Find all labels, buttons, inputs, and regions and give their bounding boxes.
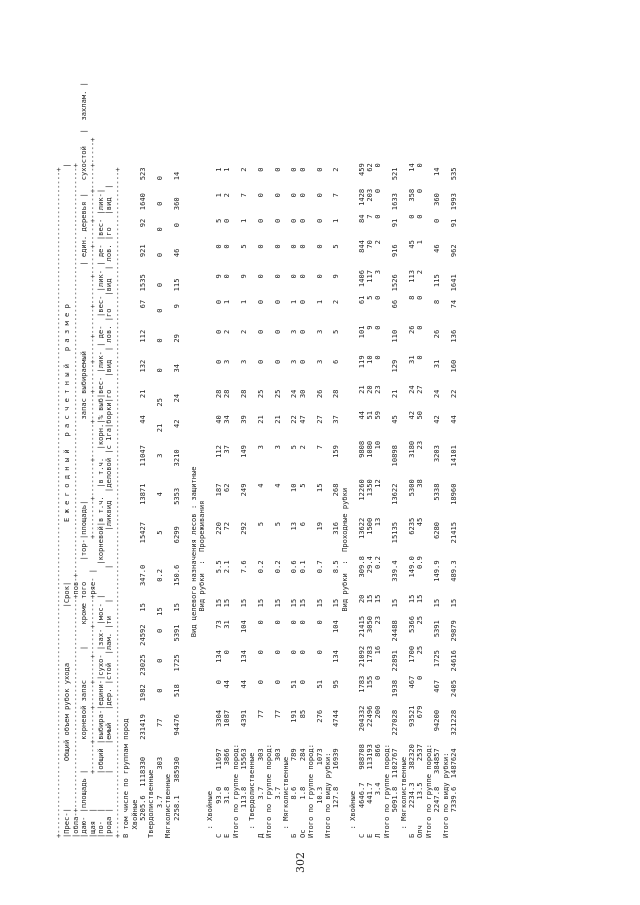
table-row: Хвойные [129,799,139,838]
table-row: 7339.6 1487624 321228 2405 24616 29879 15 489.3 21415 18960 14101 44 22 160 136 74 1641 962 91 1993 535 [449,167,459,838]
table-row: Д 3.7 303 77 0 0 0 15 0.2 5 4 3 21 25 0 0 0 0 0 0 0 0 [255,167,265,838]
table-row: Итого по группе пород: [423,744,433,838]
table-row: 3.7 303 77 0 0 0 15 0.2 5 4 3 21 25 0 0 0 0 0 0 0 0 [154,176,164,838]
table-row: С 93.0 11697 3304 0 134 73 15 5.5 220 187 112 40 28 0 0 0 9 0 5 1 1 [213,167,223,838]
table-row: 113.8 15563 4391 44 134 104 15 7.6 292 249 149 39 28 3 2 1 9 5 1 7 2 [238,167,248,838]
table-row: Твердолиственные [146,769,156,838]
table-row: Олч 13.5 2537 679 0 25 25 15 0.9 45 38 23 50 27 0 0 0 2 1 0 0 0 [415,163,425,838]
header-line: +-----------------------------------------------------------------------------------------------------------------------------------------------------------+ [54,167,63,838]
rotated-statistics-table [55,38,585,838]
header-line: +-----------------------------------------------------------------------------------------------------------------------------------------------------------+ [112,167,122,838]
table-row: Вид рубки : Проходные рубки [339,487,349,838]
table-row: Итого по группе пород: [381,744,391,838]
table-row: Е 31.8 3866 1087 44 0 31 15 2.1 72 62 37 34 28 3 2 1 0 0 0 2 1 [222,167,232,838]
header-line: |Прес-| Общий объем рубок ухода |Срок| Е ж е г о д н ы й р а с ч е т н ы й р а з м е р | [62,163,72,838]
table-row: Итого по группе пород: [264,744,274,838]
table-row: : Мягколиственные [280,756,290,838]
table-row: : Хвойные [348,791,358,838]
header-line: |щая | +------+-------+-----+-----+------+------+ряе- | +--------+--------+--------+------+------+-----+------+------+------+-----+------+-----+-----+ [87,137,97,838]
header-line: |по- | |общий |выбира-|едини-|сухо- |зах- |мос- | |корневой|в т.ч. |в т.ч. |корн.|% выб|вес- |лик- | де- |вес- |лик- | де- |вес- |лик-| [96,188,106,838]
table-row: Мягколиственные [163,773,173,838]
table-row: : Хвойные [205,791,215,838]
table-row: С 4646.7 988708 204332 1783 21092 21415 20 309.8 13622 12260 9808 44 21 119 101 61 1406 844 84 1428 459 [356,163,366,838]
header-line: |рода | | |емый |дер. |стой |лам. |ти | | |ликвид |деловой |с 1га|борки|го |вид | лов. |го |вид | лов. |го |вид | [104,184,114,838]
table-row: Итого по группе пород: [230,744,240,838]
table-row: 5205.6 1118330 231419 1982 23025 24592 15 347.0 15427 13871 11047 44 21 132 112 67 1535 921 92 1640 523 [138,167,148,838]
table-row: 2258.1 385930 94476 518 1725 5391 15 150.6 6299 5353 3210 42 24 34 29 9 115 46 0 360 14 [171,171,181,838]
table-row: Л 3.4 866 200 0 16 23 15 0.2 13 12 10 59 23 0 0 0 3 2 0 0 0 [373,163,383,838]
table-header [55,38,122,838]
header-line: |даю- |площадь | корневой запас | кроме того |тор-|площадь| запас выбираемый | един. деревья | сухостой | захлам. | [79,82,89,838]
table-row: 3.7 303 77 0 0 0 15 0.2 5 4 3 21 25 0 0 0 0 0 0 0 0 [272,167,282,838]
table-row: Итого по виду рубки: [323,752,332,838]
header-line: |обла-+-------------------------------------------------+пов-+-----------------------------------------------------------------------------------------------+ [70,163,80,838]
table-row: Итого по группе пород: [306,744,316,838]
table-row: Ос 1.8 284 85 0 0 0 15 0.1 6 5 2 47 30 0 0 0 0 0 0 0 0 [297,167,307,838]
table-row: Вид рубки : Прореживания [196,500,206,838]
table-row: В том числе по группам пород [121,718,131,838]
table-row: : Мягколиственные [398,756,408,838]
table-row: 10.3 1073 276 51 0 0 15 0.7 19 15 7 27 26 3 3 1 0 0 0 0 0 [314,167,324,838]
table-row: 127.8 16939 4744 95 134 104 15 8.5 316 268 159 37 28 6 5 2 9 5 1 7 2 [331,167,341,838]
table-row: Итого по виду рубки: [440,752,450,838]
page-number: 302 [294,852,307,873]
table-row: Б 8.6 789 191 51 0 0 15 0.6 13 10 5 22 24 3 3 1 0 0 0 0 0 [289,167,299,838]
table-row: 2247.8 384857 94200 467 1725 5391 15 149.9 6280 5338 3203 42 24 31 26 8 115 46 0 360 14 [432,167,442,838]
table-row: : Твердолиственные [247,752,257,838]
table-row: Е 441.7 113193 22496 155 1783 3050 15 29.4 1500 1350 1080 51 20 10 9 5 117 70 7 203 62 [365,163,375,838]
table-body [122,38,458,838]
table-row: Б 2234.3 382320 93521 467 1700 5366 15 149.0 6235 5300 3180 42 24 31 26 8 113 45 0 358 14 [407,163,417,838]
table-row: 5091.8 1102767 227028 1938 22891 24488 15 339.4 15135 13622 10898 45 21 129 110 66 1526 916 91 1633 521 [390,167,400,838]
table-row: Вид целевого назначения лесов : защитные [188,466,198,838]
